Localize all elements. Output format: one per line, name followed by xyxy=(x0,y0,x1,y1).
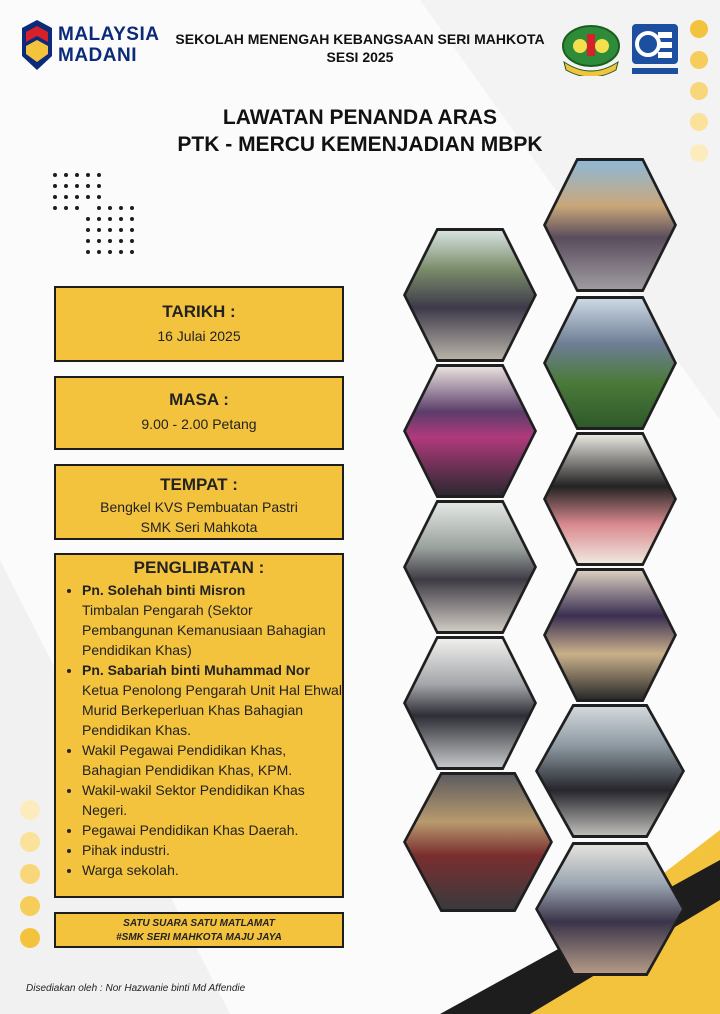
venue-label: TEMPAT : xyxy=(160,475,238,494)
madani-emblem-icon xyxy=(20,20,54,70)
person-detail: Ketua Penolong Pengarah Unit Hal Ehwal Murid Berkeperluan Khas Bahagian Pendidikan Khas. xyxy=(82,682,342,738)
list-item: • Wakil Pegawai Pendidikan Khas, Bahagian Pendidikan Khas, KPM. xyxy=(82,740,342,780)
decorative-dots-right xyxy=(690,20,710,175)
school-name: SEKOLAH MENENGAH KEBANGSAAN SERI MAHKOTA xyxy=(175,31,545,47)
list-item: • Pihak industri. xyxy=(82,840,342,860)
slogan-line1: SATU SUARA SATU MATLAMAT xyxy=(123,918,275,929)
involvement-label: PENGLIBATAN : xyxy=(133,558,265,577)
list-item xyxy=(82,660,342,740)
sekolah-badge-icon xyxy=(630,22,680,78)
venue-box xyxy=(54,464,344,540)
involvement-box xyxy=(54,553,344,898)
school-crest-icon xyxy=(558,24,624,76)
photo-corridor-guests xyxy=(403,228,537,362)
photo-group-entrance xyxy=(543,158,677,292)
photo-pastry-showcase xyxy=(403,364,537,498)
decorative-dots-left xyxy=(20,800,42,960)
title-line2: PTK - MERCU KEMENJADIAN MBPK xyxy=(177,133,543,156)
slogan-box xyxy=(54,912,344,948)
date-box xyxy=(54,286,344,362)
photo-bakery-oven xyxy=(403,772,553,912)
photo-kitchen-students xyxy=(403,636,537,770)
event-title xyxy=(150,104,570,158)
venue-line1: Bengkel KVS Pembuatan Pastri xyxy=(100,499,298,515)
time-label: MASA : xyxy=(169,390,229,409)
malaysia-madani-logo xyxy=(20,20,160,72)
photo-garden-visit xyxy=(543,296,677,430)
date-value: 16 Julai 2025 xyxy=(157,328,241,344)
session: SESI 2025 xyxy=(326,49,394,65)
brand-line2: MADANI xyxy=(58,45,137,66)
decorative-dot-grid xyxy=(52,172,142,257)
slogan-line2: #SMK SERI MAHKOTA MAJU JAYA xyxy=(116,932,282,943)
person-name: • Pn. Sabariah binti Muhammad Nor xyxy=(82,662,310,678)
person-detail: Timbalan Pengarah (Sektor Pembangunan Kemanusiaan Bahagian Pendidikan Khas) xyxy=(82,602,326,658)
time-box xyxy=(54,376,344,450)
prepared-by: Disediakan oleh : Nor Hazwanie binti Md Affendie xyxy=(26,983,246,994)
venue-line2: SMK Seri Mahkota xyxy=(140,519,258,535)
list-item: • Warga sekolah. xyxy=(82,860,342,880)
involvement-list xyxy=(56,580,342,880)
photo-souvenir-exchange xyxy=(543,568,677,702)
list-item: • Pegawai Pendidikan Khas Daerah. xyxy=(82,820,342,840)
photo-cake-presentation xyxy=(543,432,677,566)
school-header xyxy=(170,30,550,66)
brand-line1: MALAYSIA xyxy=(58,24,160,45)
person-name: • Pn. Solehah binti Misron xyxy=(82,582,246,598)
date-label: TARIKH : xyxy=(162,302,236,321)
photo-group-final xyxy=(535,842,685,976)
photo-group-seated xyxy=(535,704,685,838)
photo-kitchen-workshop xyxy=(403,500,537,634)
list-item xyxy=(82,580,342,660)
list-item: • Wakil-wakil Sektor Pendidikan Khas Negeri. xyxy=(82,780,342,820)
time-value: 9.00 - 2.00 Petang xyxy=(141,416,257,432)
title-line1: LAWATAN PENANDA ARAS xyxy=(222,106,498,129)
